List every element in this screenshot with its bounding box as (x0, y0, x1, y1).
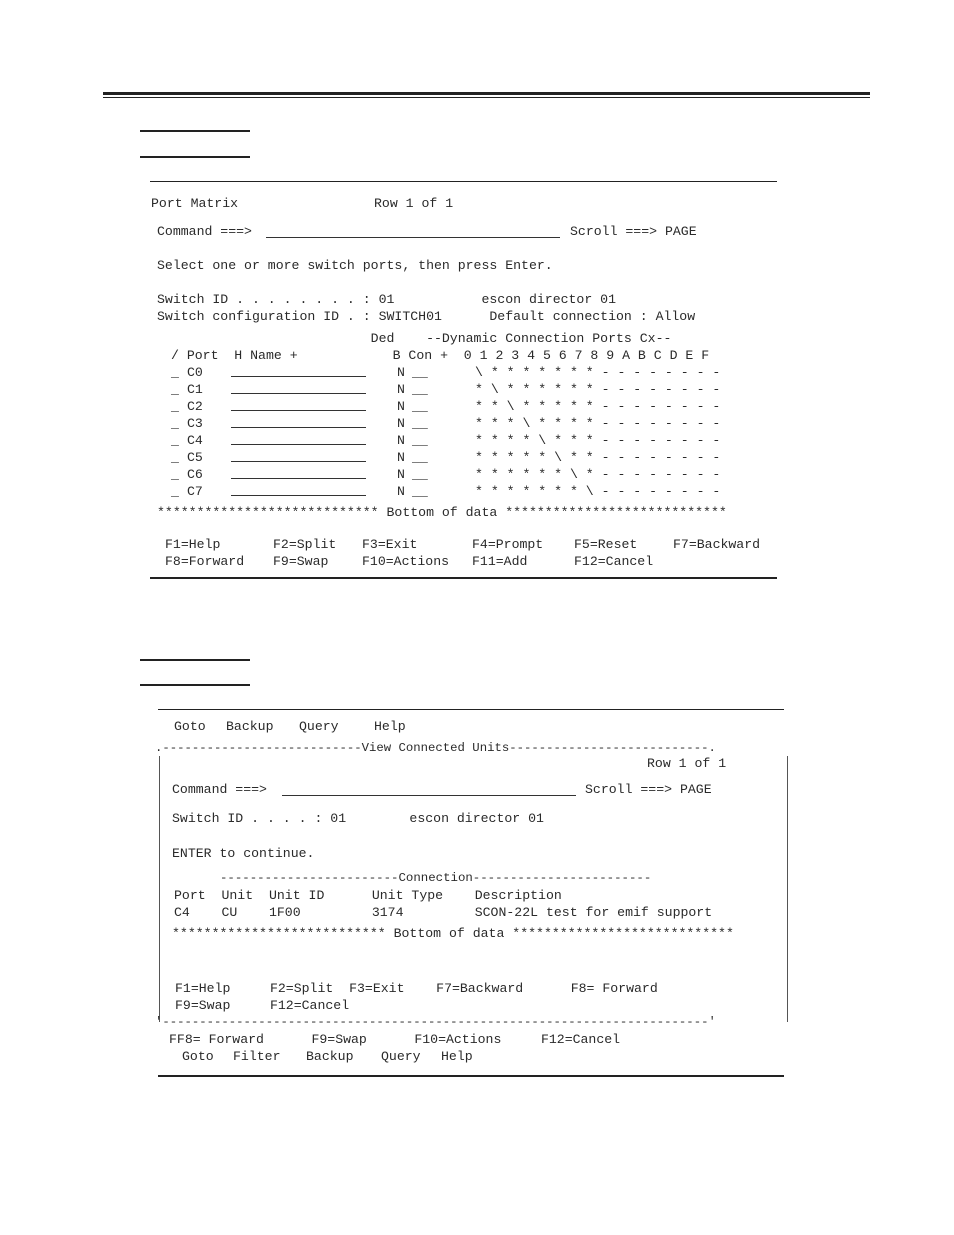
row-indicator: Row 1 of 1 (374, 196, 454, 211)
figure-marker-top-2 (140, 659, 250, 661)
port-dedicated-con-field[interactable]: __ (412, 467, 428, 482)
switch-id-line-2: Switch ID . . . . : 01 escon director 01 (172, 811, 544, 826)
port-dedicated-con-field[interactable]: __ (412, 399, 428, 414)
figure-marker-top (140, 130, 250, 132)
port-select-field[interactable]: _ (171, 365, 179, 380)
table-header: Port Unit Unit ID Unit Type Description (174, 888, 562, 903)
command-label: Command ===> (157, 224, 252, 239)
port-dedicated-con-field[interactable]: __ (412, 484, 428, 499)
port-id: C6 (187, 467, 203, 482)
port-blocked-flag[interactable]: N (397, 382, 405, 397)
screen2-top-rule (158, 709, 784, 710)
port-id: C2 (187, 399, 203, 414)
port-name-input[interactable] (231, 466, 366, 479)
port-select-field[interactable]: _ (171, 467, 179, 482)
port-id: C7 (187, 484, 203, 499)
port-blocked-flag[interactable]: N (397, 450, 405, 465)
fkey-f5-reset[interactable]: F5=Reset (574, 537, 638, 552)
popup-frame-left (159, 756, 160, 1022)
scroll-field-2[interactable]: Scroll ===> PAGE (585, 782, 712, 797)
popup-frame-top: .---------------------------View Connected Units---------------------------. (155, 741, 716, 755)
port-id: C1 (187, 382, 203, 397)
screen2-bottom-rule (158, 1075, 784, 1077)
fkey-f7-backward[interactable]: F7=Backward (673, 537, 761, 552)
command-label-2: Command ===> (172, 782, 267, 797)
switch-id-line: Switch ID . . . . . . . . : 01 escon director 01 (157, 292, 616, 307)
port-name-input[interactable] (231, 398, 366, 411)
port-dedicated-con-field[interactable]: __ (412, 365, 428, 380)
port-blocked-flag[interactable]: N (397, 433, 405, 448)
fkey-f1-help[interactable]: F1=Help (165, 537, 221, 552)
port-connection-matrix: \ * * * * * * * - - - - - - - - (475, 365, 721, 380)
popup-fkeys-row2[interactable]: F9=Swap F12=Cancel (175, 998, 350, 1013)
fkey-f12-cancel[interactable]: F12=Cancel (574, 554, 654, 569)
matrix-header-1: Ded --Dynamic Connection Ports Cx-- (157, 331, 672, 346)
port-id: C4 (187, 433, 203, 448)
port-select-field[interactable]: _ (171, 433, 179, 448)
menu-help[interactable]: Help (374, 719, 406, 734)
port-dedicated-con-field[interactable]: __ (412, 416, 428, 431)
screen-title: Port Matrix (151, 196, 239, 211)
port-connection-matrix: * * * * * * \ * - - - - - - - - (475, 467, 721, 482)
menu-backup[interactable]: Backup (226, 719, 274, 734)
row-indicator-2: Row 1 of 1 (647, 756, 727, 771)
outer-menu-filter[interactable]: Filter (233, 1049, 281, 1064)
port-blocked-flag[interactable]: N (397, 467, 405, 482)
figure-marker-bottom-2 (140, 684, 250, 686)
port-connection-matrix: * * * * * \ * * - - - - - - - - (475, 450, 721, 465)
port-select-field[interactable]: _ (171, 416, 179, 431)
fkey-f11-add[interactable]: F11=Add (472, 554, 528, 569)
command-input-2[interactable] (282, 783, 576, 796)
port-select-field[interactable]: _ (171, 399, 179, 414)
screen-top-rule (150, 181, 777, 182)
port-connection-matrix: * * * * * * * \ - - - - - - - - (475, 484, 721, 499)
connection-header: ------------------------Connection------------------------ (220, 871, 652, 885)
port-name-input[interactable] (231, 483, 366, 496)
fkey-f10-actions[interactable]: F10=Actions (362, 554, 450, 569)
port-name-input[interactable] (231, 364, 366, 377)
port-select-field[interactable]: _ (171, 484, 179, 499)
popup-fkeys-row1[interactable]: F1=Help F2=Split F3=Exit F7=Backward F8= Forward (175, 981, 658, 996)
scroll-field[interactable]: Scroll ===> PAGE (570, 224, 697, 239)
fkey-f2-split[interactable]: F2=Split (273, 537, 337, 552)
screen-bottom-rule (150, 577, 777, 579)
port-id: C5 (187, 450, 203, 465)
port-connection-matrix: * \ * * * * * * - - - - - - - - (475, 382, 721, 397)
port-select-field[interactable]: _ (171, 382, 179, 397)
fkey-f8-forward[interactable]: F8=Forward (165, 554, 245, 569)
port-blocked-flag[interactable]: N (397, 484, 405, 499)
matrix-header-2: / Port H Name + B Con + 0 1 2 3 4 5 6 7 8 9 A B C D E F (171, 348, 710, 363)
fkey-f4-prompt[interactable]: F4=Prompt (472, 537, 544, 552)
menu-goto[interactable]: Goto (174, 719, 206, 734)
port-blocked-flag[interactable]: N (397, 416, 405, 431)
port-dedicated-con-field[interactable]: __ (412, 433, 428, 448)
outer-menu-help[interactable]: Help (441, 1049, 473, 1064)
table-row[interactable]: C4 CU 1F00 3174 SCON-22L test for emif support (174, 905, 713, 920)
port-dedicated-con-field[interactable]: __ (412, 382, 428, 397)
outer-menu-goto[interactable]: Goto (182, 1049, 214, 1064)
port-id: C0 (187, 365, 203, 380)
menu-query[interactable]: Query (299, 719, 339, 734)
outer-menu-query[interactable]: Query (381, 1049, 421, 1064)
bottom-of-data: **************************** Bottom of data **************************** (157, 505, 727, 520)
port-name-input[interactable] (231, 449, 366, 462)
fkey-f9-swap[interactable]: F9=Swap (273, 554, 329, 569)
port-dedicated-con-field[interactable]: __ (412, 450, 428, 465)
outer-fkeys[interactable]: FF8= Forward F9=Swap F10=Actions F12=Cancel (169, 1032, 621, 1047)
port-select-field[interactable]: _ (171, 450, 179, 465)
popup-frame-bottom: '--------------------------------------------------------------------------' (155, 1015, 716, 1029)
port-name-input[interactable] (231, 415, 366, 428)
switch-config-line: Switch configuration ID . : SWITCH01 Default connection : Allow (157, 309, 696, 324)
page-header-rule-thin (103, 97, 870, 98)
instruction-text: Select one or more switch ports, then press Enter. (157, 258, 553, 273)
instruction-text-2: ENTER to continue. (172, 846, 315, 861)
port-connection-matrix: * * * \ * * * * - - - - - - - - (475, 416, 721, 431)
command-input[interactable] (266, 225, 560, 238)
port-connection-matrix: * * \ * * * * * - - - - - - - - (475, 399, 721, 414)
outer-menu-backup[interactable]: Backup (306, 1049, 354, 1064)
port-name-input[interactable] (231, 432, 366, 445)
port-id: C3 (187, 416, 203, 431)
popup-frame-right (787, 756, 788, 1022)
port-name-input[interactable] (231, 381, 366, 394)
bottom-of-data-2: *************************** Bottom of data **************************** (172, 926, 734, 941)
port-connection-matrix: * * * * \ * * * - - - - - - - - (475, 433, 721, 448)
port-blocked-flag[interactable]: N (397, 399, 405, 414)
figure-marker-bottom (140, 156, 250, 158)
fkey-f3-exit[interactable]: F3=Exit (362, 537, 418, 552)
page-header-rule-thick (103, 92, 870, 95)
port-blocked-flag[interactable]: N (397, 365, 405, 380)
